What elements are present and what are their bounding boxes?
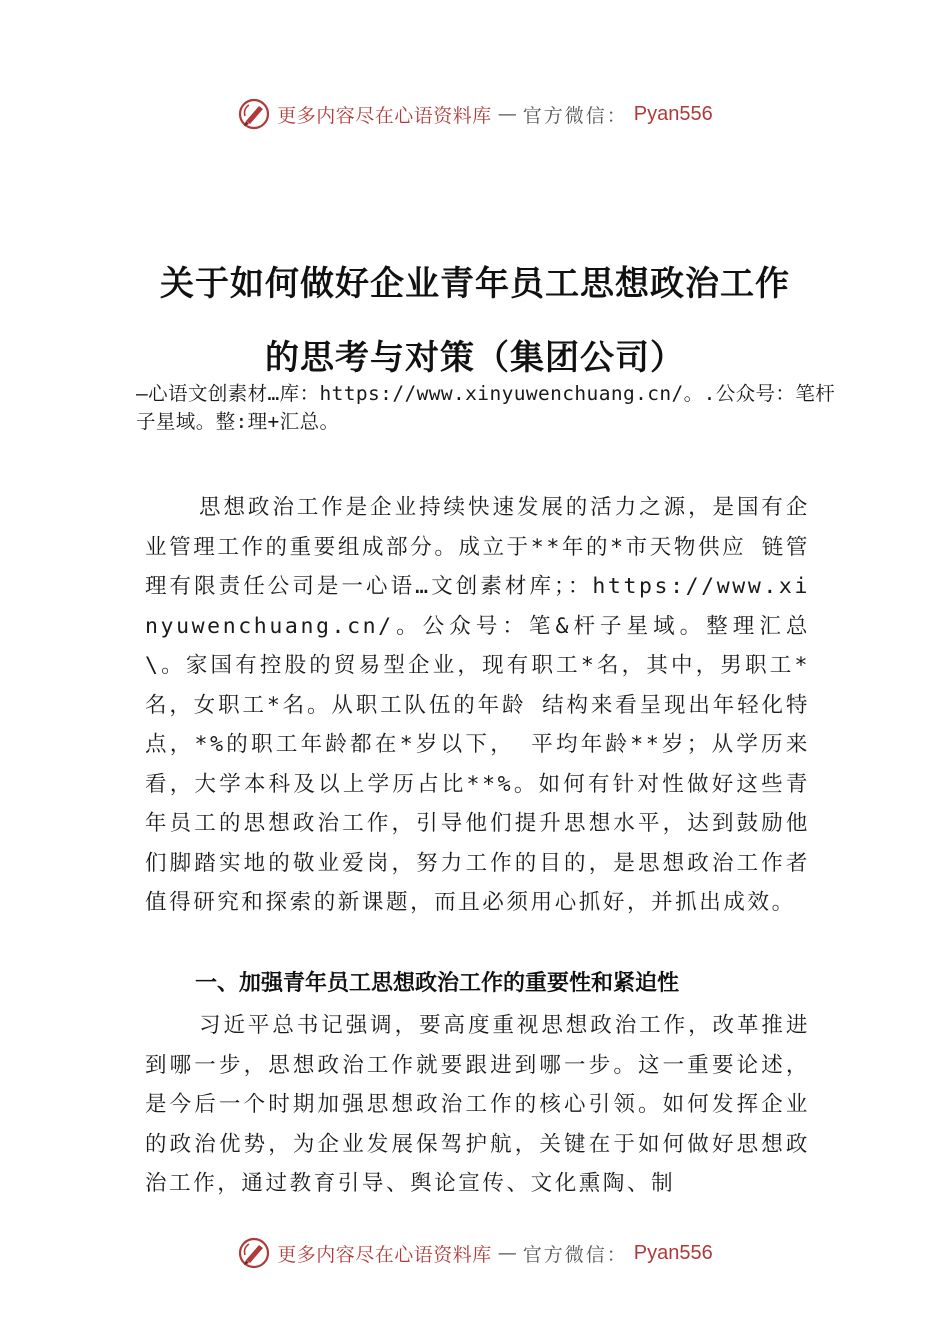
body-paragraph-2: 习近平总书记强调，要高度重视思想政治工作，改革推进到哪一步，思想政治工作就要跟进到哪一步。这一重要论述，是今后一个时期加强思想政治工作的核心引领。如何发挥企业的政治优势，为企业发展保驾护航，关键在于如何做好思想政治工作，通过教育引导、舆论宣传、文化熏陶、制	[145, 1013, 810, 1196]
pen-logo-icon	[237, 97, 271, 131]
banner-wechat-id: Pyan556	[633, 1241, 713, 1264]
header-banner	[0, 94, 950, 134]
document-title-line-2: 的思考与对策（集团公司）	[265, 338, 685, 378]
banner-wechat-label: 官方微信：	[522, 104, 628, 127]
source-line: —心语文创素材…库：https://www.xinyuwenchuang.cn/。.公众号：笔杆子星域。整:理+汇总。	[136, 382, 836, 433]
body-paragraph-1: 思想政治工作是企业持续快速发展的活力之源，是国有企业管理工作的重要组成部分。成立于**年的*市天物供应 链管理有限责任公司是一心语…文创素材库；：https://www.xinyuwenchuang.cn/。公众号：笔&杆子星域。整理汇总\。家国有控股的贸易型企业，现有职工*名，其中，男职工*名，女职工*名。从职工队伍的年龄 结构来看呈现出年轻化特点，*%的职工年龄都在*岁以下， 平均年龄**岁；从学历来看，大学本科及以上学历占比**%。如何有针对性做好这些青年员工的思想政治工作，引导他们提升思想水平，达到鼓励他们脚踏实地的敬业爱岗，努力工作的目的，是思想政治工作者值得研究和探索的新课题，而且必须用心抓好，并抓出成效。	[145, 495, 810, 915]
banner-text: 更多内容尽在心语资料库	[277, 104, 492, 127]
banner-wechat-id: Pyan556	[633, 102, 713, 125]
pen-logo-icon	[237, 1236, 271, 1270]
banner-separator: —	[497, 1242, 517, 1264]
banner-wechat-label: 官方微信：	[522, 1243, 628, 1266]
banner-separator: —	[497, 103, 517, 125]
footer-banner	[0, 1233, 950, 1273]
banner-text: 更多内容尽在心语资料库	[277, 1243, 492, 1266]
section-heading-1: 一、加强青年员工思想政治工作的重要性和紧迫性	[195, 971, 680, 996]
document-title-line-1: 关于如何做好企业青年员工思想政治工作	[160, 264, 790, 304]
